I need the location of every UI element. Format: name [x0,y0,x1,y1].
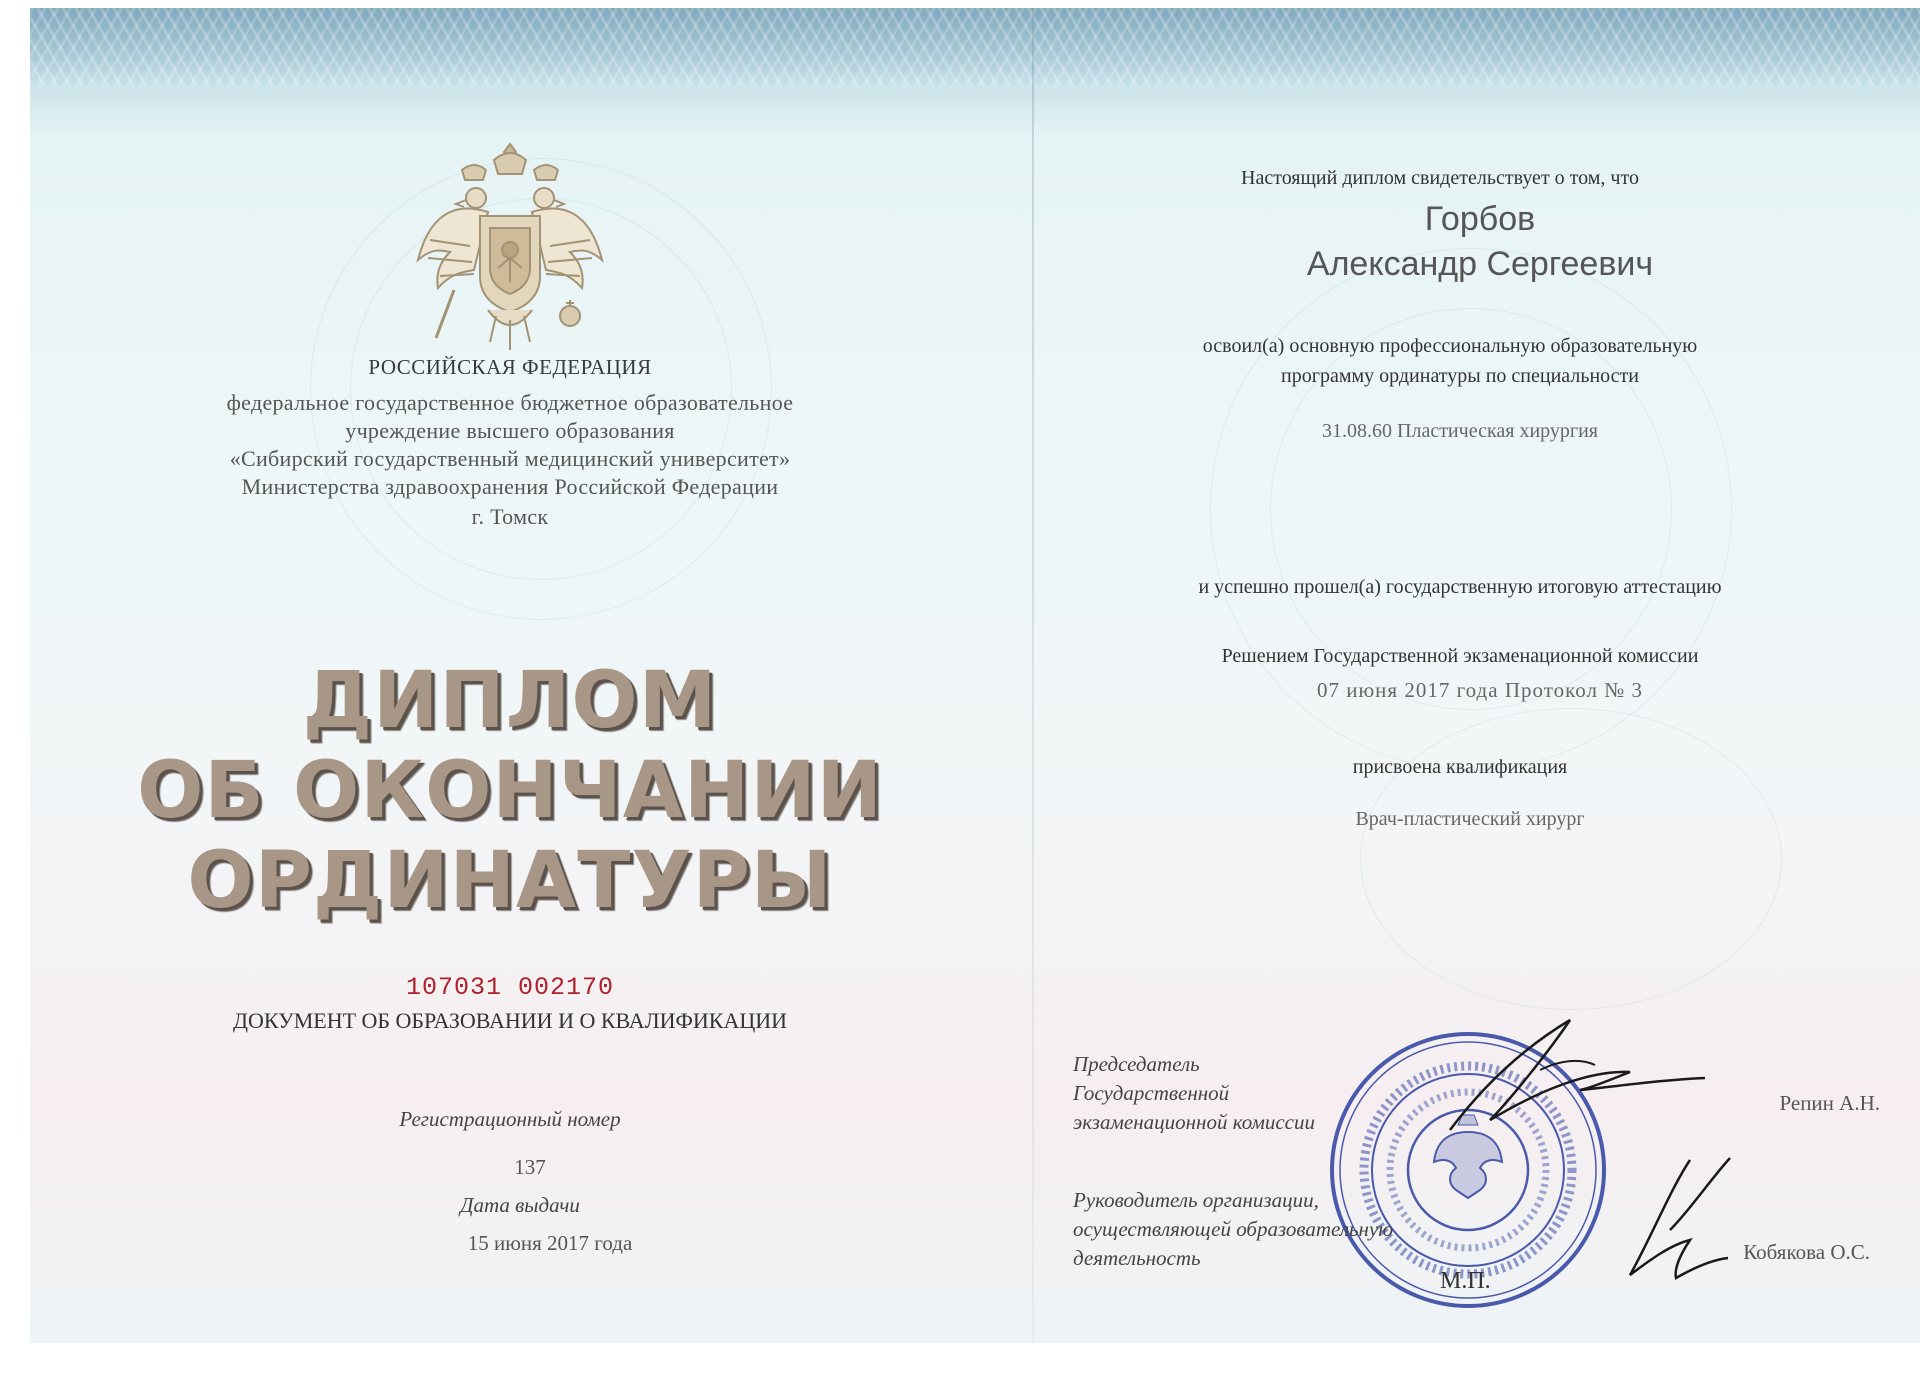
institution-line: Министерства здравоохранения Российской Федерации [241,474,779,499]
institution-line: учреждение высшего образования [345,418,675,443]
stamp-place-mark: М.П. [1440,1268,1491,1294]
issue-date: 15 июня 2017 года [467,1231,633,1255]
top-ornamental-band [30,8,1920,86]
chairman-title-line: Государственной [1073,1081,1230,1105]
chairman-name: Репин А.Н. [1779,1091,1880,1115]
serial-number: 107031 002170 [405,973,615,1002]
qualification-label: присвоена квалификация [1352,756,1568,778]
attestation-text: и успешно прошел(а) государственную итоговую аттестацию [1198,576,1722,598]
guilloche-pattern [1360,708,1782,1010]
diploma-title-line: ОБ ОКОНЧАНИИ [137,746,883,836]
head-title-line: деятельность [1073,1246,1201,1270]
graduate-surname: Горбов [1424,200,1536,238]
chairman-signature [1420,1010,1710,1140]
country-name: РОССИЙСКАЯ ФЕДЕРАЦИЯ [368,355,652,379]
head-signature [1610,1150,1760,1290]
specialty: 31.08.60 Пластическая хирургия [1322,420,1598,442]
chairman-title-line: экзаменационной комиссии [1073,1110,1315,1134]
registration-number: 137 [514,1155,546,1179]
commission-decision: Решением Государственной экзаменационной комиссии [1221,645,1699,667]
institution-city: г. Томск [471,504,549,529]
head-title-line: Руководитель организации, [1073,1188,1319,1212]
certifies-text: Настоящий диплом свидетельствует о том, что [1241,167,1639,189]
center-fold [1032,8,1034,1343]
institution-line: «Сибирский государственный медицинский университет» [229,446,791,471]
document-type: ДОКУМЕНТ ОБ ОБРАЗОВАНИИ И О КВАЛИФИКАЦИИ [232,1008,787,1033]
decision-date-protocol: 07 июня 2017 года Протокол № 3 [1317,678,1643,702]
qualification: Врач-пластический хирург [1355,808,1585,830]
issue-date-label: Дата выдачи [460,1193,580,1217]
registration-number-label: Регистрационный номер [399,1107,621,1131]
mastered-program-line: освоил(а) основную профессиональную образовательную [1202,335,1698,357]
graduate-given-names: Александр Сергеевич [1306,245,1654,283]
head-name: Кобякова О.С. [1743,1240,1870,1264]
chairman-title-line: Председатель [1073,1052,1200,1076]
top-band-fade [30,86,1920,136]
head-title-line: осуществляющей образовательную [1073,1217,1394,1241]
coat-of-arms-emblem [410,140,610,365]
diploma-title-line: ОРДИНАТУРЫ [187,836,833,926]
mastered-program-line: программу ординатуры по специальности [1281,365,1639,387]
diploma-title-line: ДИПЛОМ [302,656,718,746]
institution-line: федеральное государственное бюджетное образовательное [226,390,794,415]
